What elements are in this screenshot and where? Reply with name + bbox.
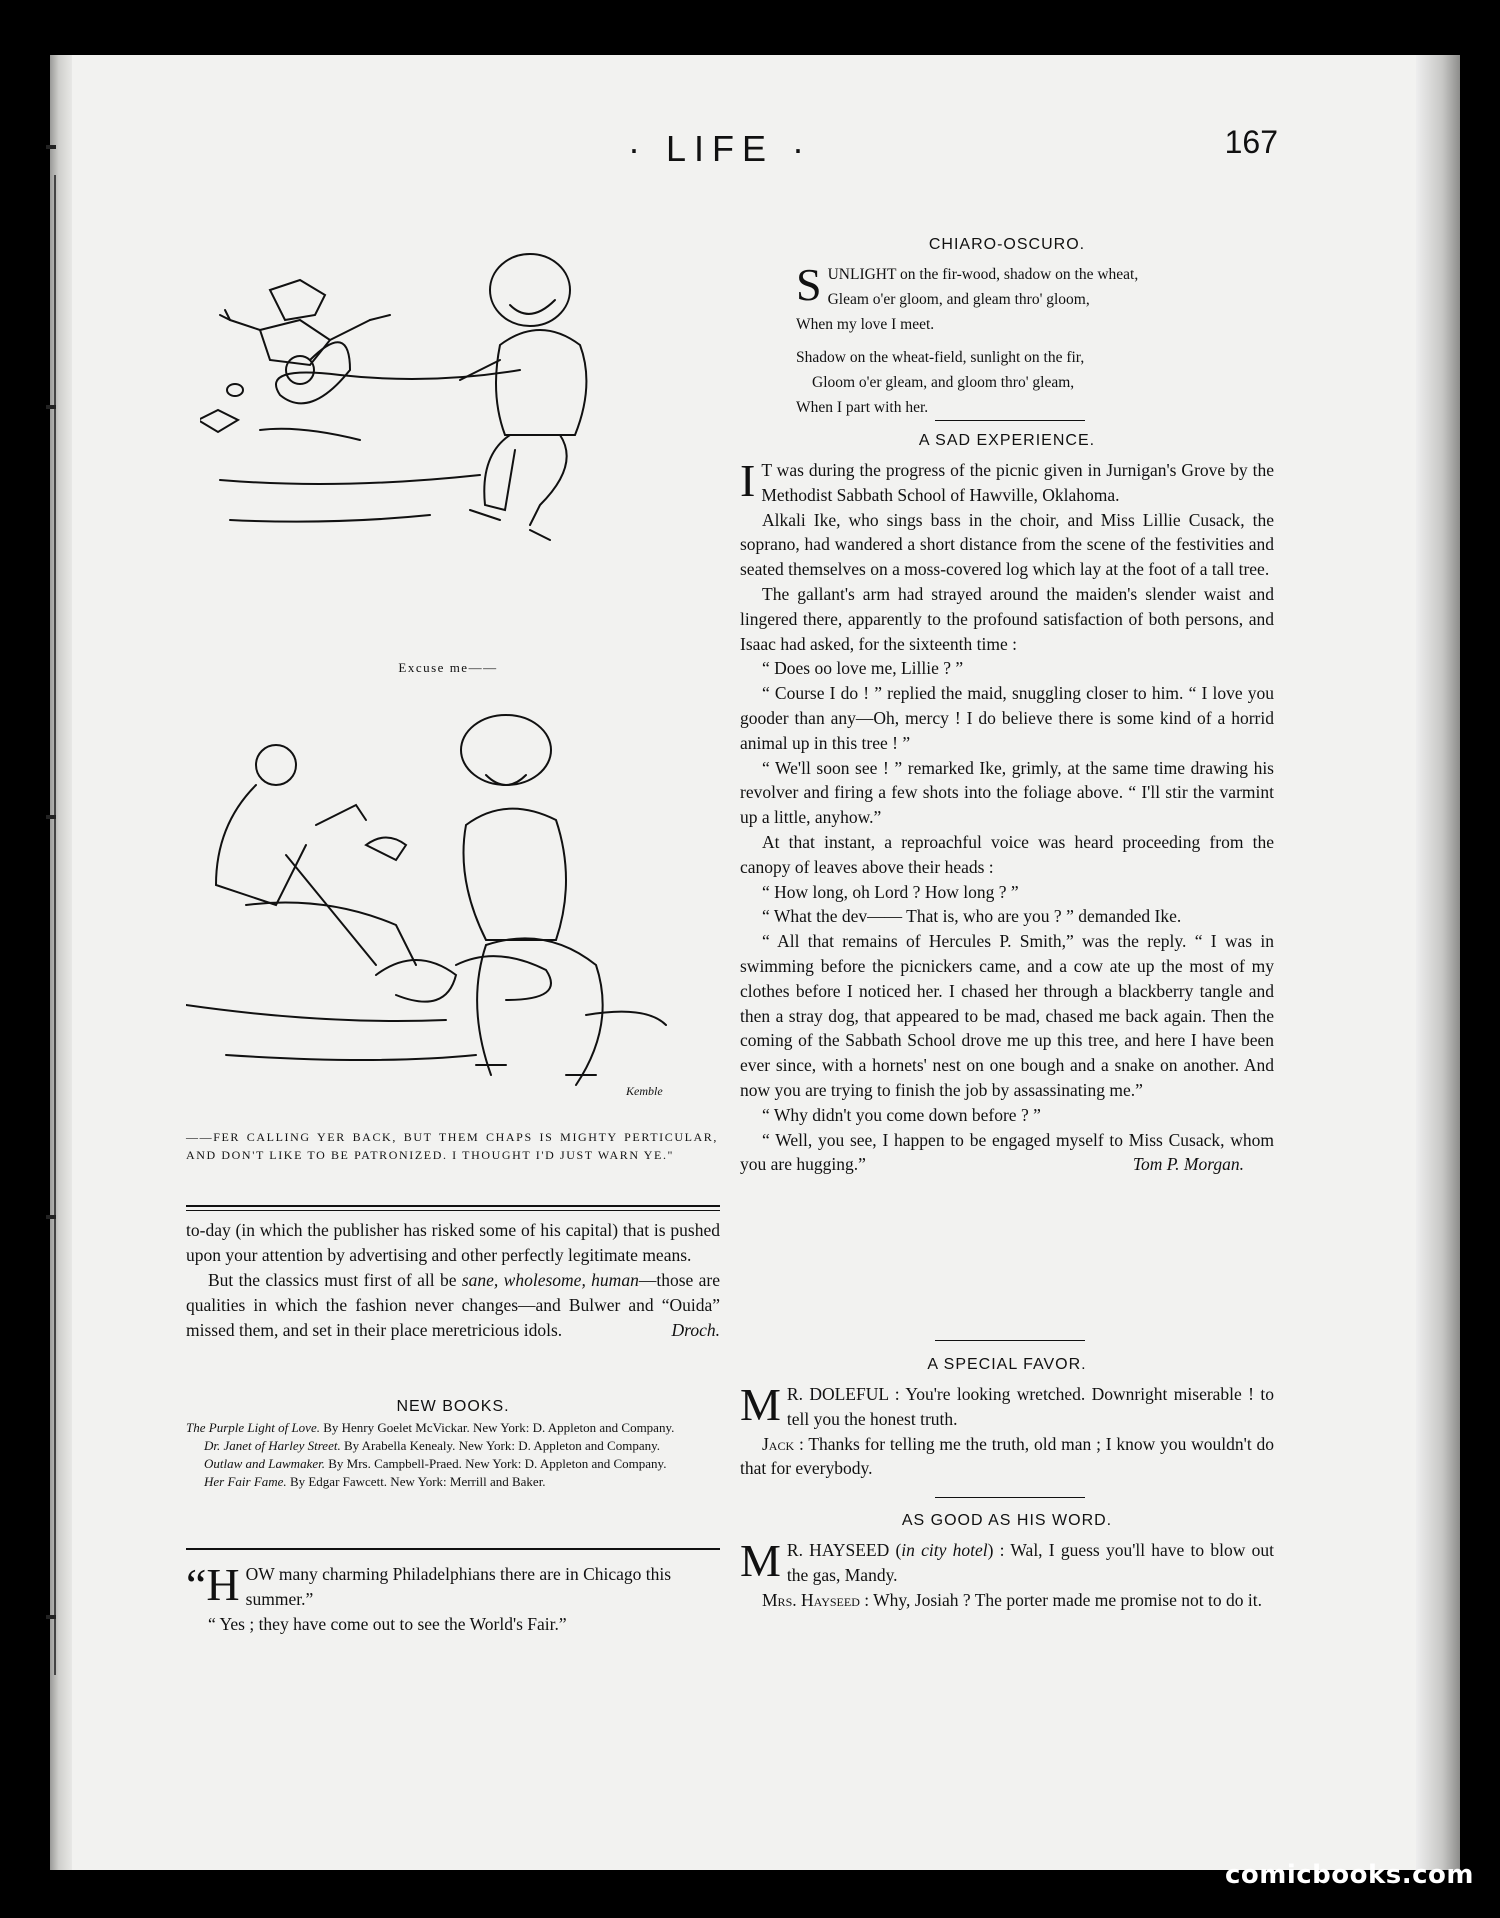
story-heading: A SAD EXPERIENCE.: [918, 432, 1096, 449]
story-paragraph: At that instant, a reproachful voice was heard proceeding from the canopy of leaves above their heads :: [740, 831, 1274, 877]
word-line: M R. HAYSEED (in city hotel) : Wal, I guess you'll have to blow out the gas, Mandy.: [740, 1535, 1274, 1586]
page-edge-shadow: [1416, 55, 1460, 1870]
story-paragraph: “ We'll soon see ! ” remarked Ike, grimly, at the same time drawing his revolver and firing a few shots into the foliage above. “ I'll stir the varmint up a little, anyhow.”: [740, 757, 1274, 828]
book-entry: The Purple Light of Love. By Henry Goelet McVickar. New York: D. Appleton and Company.: [186, 1420, 675, 1435]
story-sad-experience: [740, 455, 1274, 1177]
story-paragraph: “ Course I do ! ” replied the maid, snuggling closer to him. “ I love you gooder than any—Oh, mercy ! I do believe there is some kind of a horrid animal up in this tree ! ”: [740, 683, 1274, 753]
poem-line: Gloom o'er gleam, and gloom thro' gleam,: [812, 374, 1075, 391]
essay-paragraph: But the classics must first of all be sane, wholesome, human—those are qualities in which the fashion never changes—and Bulwer and “Ouida” missed them, and set in their place meretricious idols. Droch.: [186, 1268, 720, 1343]
poem-line: Shadow on the wheat-field, sunlight on the fir,: [796, 349, 1085, 366]
essay-continuation: [186, 1218, 720, 1343]
joke-line: OW many charming Philadelphians there are in Chicago this summer.”: [245, 1564, 672, 1609]
word-heading: AS GOOD AS HIS WORD.: [901, 1512, 1113, 1529]
poem-line: When I part with her.: [796, 399, 929, 416]
story-paragraph: I T was during the progress of the picnic given in Jurnigan's Grove by the Methodist Sabbath School of Hawville, Oklahoma.: [740, 455, 1274, 506]
story-paragraph: “ What the dev—— That is, who are you ? ” demanded Ike.: [762, 906, 1182, 927]
divider-rule: [186, 1210, 720, 1211]
illustration-caption: Excuse me——: [398, 660, 498, 675]
book-entry: Dr. Janet of Harley Street. By Arabella Kenealy. New York: D. Appleton and Company.: [204, 1438, 661, 1453]
story-dropcap: I: [740, 455, 756, 506]
new-books-list: [186, 1420, 720, 1492]
poem-line: UNLIGHT on the fir-wood, shadow on the wheat,: [827, 266, 1139, 283]
joke-dropcap: “H: [186, 1559, 240, 1610]
favor-line: Jack : Thanks for telling me the truth, old man ; I know you wouldn't do that for everybody.: [740, 1433, 1274, 1479]
binding-staple: [46, 1615, 56, 1619]
essay-signature: Droch.: [671, 1320, 720, 1340]
divider-rule: [935, 1497, 1085, 1498]
philadelphians-joke: [186, 1559, 720, 1637]
book-entry: Her Fair Fame. By Edgar Fawcett. New York: Merrill and Baker.: [204, 1474, 546, 1489]
word-dropcap: M: [740, 1535, 781, 1586]
page-number: 167: [1224, 124, 1278, 160]
binding-staple: [46, 1215, 56, 1219]
poem-chiaro-oscuro: [740, 259, 1274, 420]
essay-paragraph: to-day (in which the publisher has risked some of his capital) that is pushed upon your attention by advertising and other perfectly legitimate means.: [186, 1220, 720, 1265]
masthead-title: · LIFE ·: [627, 128, 812, 169]
binding-staple: [46, 405, 56, 409]
favor-heading: A SPECIAL FAVOR.: [927, 1356, 1087, 1373]
story-paragraph: Alkali Ike, who sings bass in the choir, and Miss Lillie Cusack, the soprano, had wandered a short distance from the scene of the festivities and seated themselves on a moss-covered log which lay at the foot of a tall tree.: [740, 509, 1274, 580]
story-paragraph: “ Well, you see, I happen to be engaged myself to Miss Cusack, whom you are hugging.” Tom P. Morgan.: [740, 1128, 1274, 1178]
illustration-caption-2: ——FER CALLING YER BACK, BUT THEM CHAPS IS MIGHTY PERTICULAR, AND DON'T LIKE TO BE PATRONIZED. I THOUGHT I'D JUST WARN YE.": [186, 1130, 718, 1162]
story-signature: Tom P. Morgan.: [1132, 1154, 1244, 1175]
favor-line: M R. DOLEFUL : You're looking wretched. Downright miserable ! to tell you the honest truth.: [740, 1379, 1274, 1430]
artist-signature: Kemble: [626, 1084, 663, 1098]
story-paragraph: The gallant's arm had strayed around the maiden's slender waist and lingered there, apparently to the profound satisfaction of both persons, and Isaac had asked, for the sixteenth time :: [740, 583, 1274, 654]
binding-staple: [46, 815, 56, 819]
special-favor-dialogue: [740, 1379, 1274, 1481]
good-as-word-dialogue: [740, 1535, 1274, 1612]
story-paragraph: “ How long, oh Lord ? How long ? ”: [762, 881, 1019, 902]
poem-dropcap: S: [796, 259, 822, 310]
illustration-cowboy-lasso: [200, 250, 700, 650]
watermark: comicbooks.com: [1224, 1860, 1474, 1890]
emphasis: sane, wholesome, human: [461, 1270, 639, 1290]
poem-line: When my love I meet.: [796, 316, 935, 333]
story-paragraph: “ Does oo love me, Lillie ? ”: [762, 658, 964, 679]
divider-rule: [186, 1548, 720, 1550]
story-paragraph: “ Why didn't you come down before ? ”: [762, 1104, 1041, 1125]
word-line: Mrs. Hayseed : Why, Josiah ? The porter made me promise not to do it.: [762, 1589, 1262, 1610]
fallen-man-drawing: [186, 705, 716, 1120]
joke-reply: “ Yes ; they have come out to see the World's Fair.”: [208, 1614, 567, 1634]
binding-edge: [50, 55, 72, 1870]
story-paragraph: “ All that remains of Hercules P. Smith,” was the reply. “ I was in swimming before the picnickers came, and a cow ate up the most of my clothes before I noticed her. I chased her through a blackberry tangle and then a stray dog, that appeared to be mad, chased me back again. Then the coming of the Sabbath School drove me up this tree, and here I have been ever since, with a hornets' nest on one bough and a snake on another. And now you are trying to finish the job by assassinating me.”: [740, 931, 1274, 1100]
poem-heading: CHIARO-OSCURO.: [928, 236, 1086, 253]
new-books-heading: NEW BOOKS.: [396, 1398, 510, 1415]
divider-rule: [935, 420, 1085, 421]
divider-rule: [186, 1205, 720, 1207]
favor-dropcap: M: [740, 1379, 781, 1430]
lasso-drawing: [200, 250, 700, 650]
poem-line: Gleam o'er gloom, and gleam thro' gloom,: [827, 291, 1090, 308]
divider-rule: [935, 1340, 1085, 1341]
book-entry: Outlaw and Lawmaker. By Mrs. Campbell-Praed. New York: D. Appleton and Company.: [204, 1456, 667, 1471]
binding-staple: [46, 145, 56, 149]
illustration-fallen-man: [186, 705, 716, 1120]
